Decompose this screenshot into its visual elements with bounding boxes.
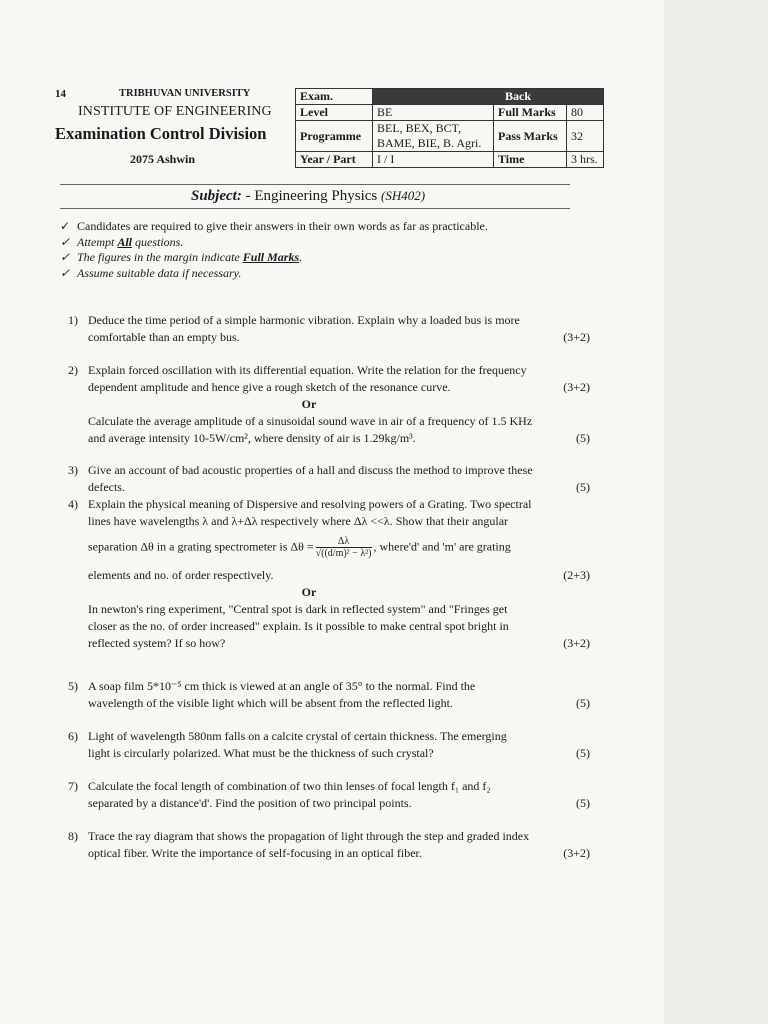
instructions (60, 219, 488, 281)
year-part-label: Year / Part (296, 152, 373, 168)
marks: (3+2) (563, 636, 590, 650)
question-3: 3) Give an account of bad acoustic properties of a hall and discuss the method to improve these defects. (5) (68, 463, 590, 494)
question-6: 6) Light of wavelength 580nm falls on a calcite crystal of certain thickness. The emerging light is circularly polarized. What must be the thickness of such crystal? (5) (68, 729, 590, 760)
formula-fraction: $\frac{\Delta\lambda}{\text{√((d/m)² − λ²)}}$ (315, 536, 372, 559)
question-2: 2) Explain forced oscillation with its differential equation. Write the relation for the frequency dependent amplitude and hence give a rough sketch of the resonance curve. (3+2) Or Calculate the average amplitude of a sinusoidal sound wave in air of a frequency of 1.5 KHz and average intensity 10-5W/cm², where density of air is 1.29kg/m³. (5) (68, 363, 590, 445)
programme-label: Programme (296, 121, 373, 152)
question-1: 1) Deduce the time period of a simple harmonic vibration. Explain why a loaded bus is more comfortable than an empty bus. (3+2) (68, 313, 590, 344)
or-separator: Or (301, 397, 317, 411)
marks: (5) (576, 746, 590, 760)
marks: (5) (576, 696, 590, 710)
question-4: 4) Explain the physical meaning of Dispersive and resolving powers of a Grating. Two spectral lines have wavelengths λ and λ+Δλ respectively where Δλ <<λ. Show that their angular separation Δθ in a grating spectrometer is Δθ = $\frac{\Delta\lambda}{\text{√((d/m)² − λ²)}}$ , where'd' and 'm' are grating elements and no. of order respectively. (2+3) Or In newton's ring experiment, "Central spot is dark in reflected system" and "Fringes get closer as the no. of order increased" explain. Is it possible to make central spot bright in reflected system? If so how? (3+2) (68, 497, 590, 650)
instruction-item: ✓ Candidates are required to give their answers in their own words as far as practicable. (60, 219, 488, 233)
level-label: Level (296, 105, 373, 121)
exam-session: 2075 Ashwin (130, 152, 196, 166)
check-icon: ✓ (60, 219, 71, 233)
check-icon: ✓ (60, 265, 71, 280)
marks: (5) (576, 796, 590, 810)
university-name: TRIBHUVAN UNIVERSITY (119, 88, 251, 99)
time-label: Time (494, 152, 567, 168)
marks: (3+2) (563, 380, 590, 394)
year-part-value: I / I (373, 152, 494, 168)
division-name: Examination Control Division (55, 124, 267, 143)
institute-name: INSTITUTE OF ENGINEERING (78, 104, 272, 119)
marks: (5) (576, 480, 590, 494)
institution-header (55, 88, 290, 167)
marks: (2+3) (563, 568, 590, 582)
question-5: 5) A soap film 5*10⁻⁵ cm thick is viewed at an angle of 35° to the normal. Find the wavelength of the visible light which will be absent from the reflected light. (5) (68, 679, 590, 710)
exam-value: Back (373, 89, 604, 105)
full-marks-value: 80 (567, 105, 604, 121)
marks: (3+2) (563, 330, 590, 344)
time-value: 3 hrs. (567, 152, 604, 168)
question-8: 8) Trace the ray diagram that shows the propagation of light through the step and graded index optical fiber. Write the importance of self-focusing in an optical fiber. (3+2) (68, 829, 590, 860)
marks: (3+2) (563, 846, 590, 860)
divider-top (60, 184, 570, 185)
question-7: 7) Calculate the focal length of combination of two thin lenses of focal length f₁ and f₂ separated by a distance'd'. Find the position of two principal points. (5) (68, 779, 590, 810)
instruction-item: ✓ Attempt All questions. (60, 234, 184, 249)
divider-bottom (60, 208, 570, 209)
full-marks-label: Full Marks (494, 105, 567, 121)
marks: (5) (576, 431, 590, 445)
or-separator: Or (301, 585, 317, 599)
pass-marks-value: 32 (567, 121, 604, 152)
exam-label: Exam. (296, 89, 373, 105)
pass-marks-label: Pass Marks (494, 121, 567, 152)
exam-info-table (295, 88, 604, 168)
check-icon: ✓ (60, 250, 71, 264)
programme-value: BEL, BEX, BCT, BAME, BIE, B. Agri. (373, 121, 494, 152)
paper-number: 14 (55, 88, 66, 100)
level-value: BE (373, 105, 494, 121)
check-icon: ✓ (60, 234, 71, 249)
instruction-item: ✓ Assume suitable data if necessary. (60, 265, 242, 280)
instruction-item: ✓ The figures in the margin indicate Full Marks. (60, 250, 303, 264)
subject-line: Subject: - Engineering Physics (SH402) (191, 188, 426, 204)
